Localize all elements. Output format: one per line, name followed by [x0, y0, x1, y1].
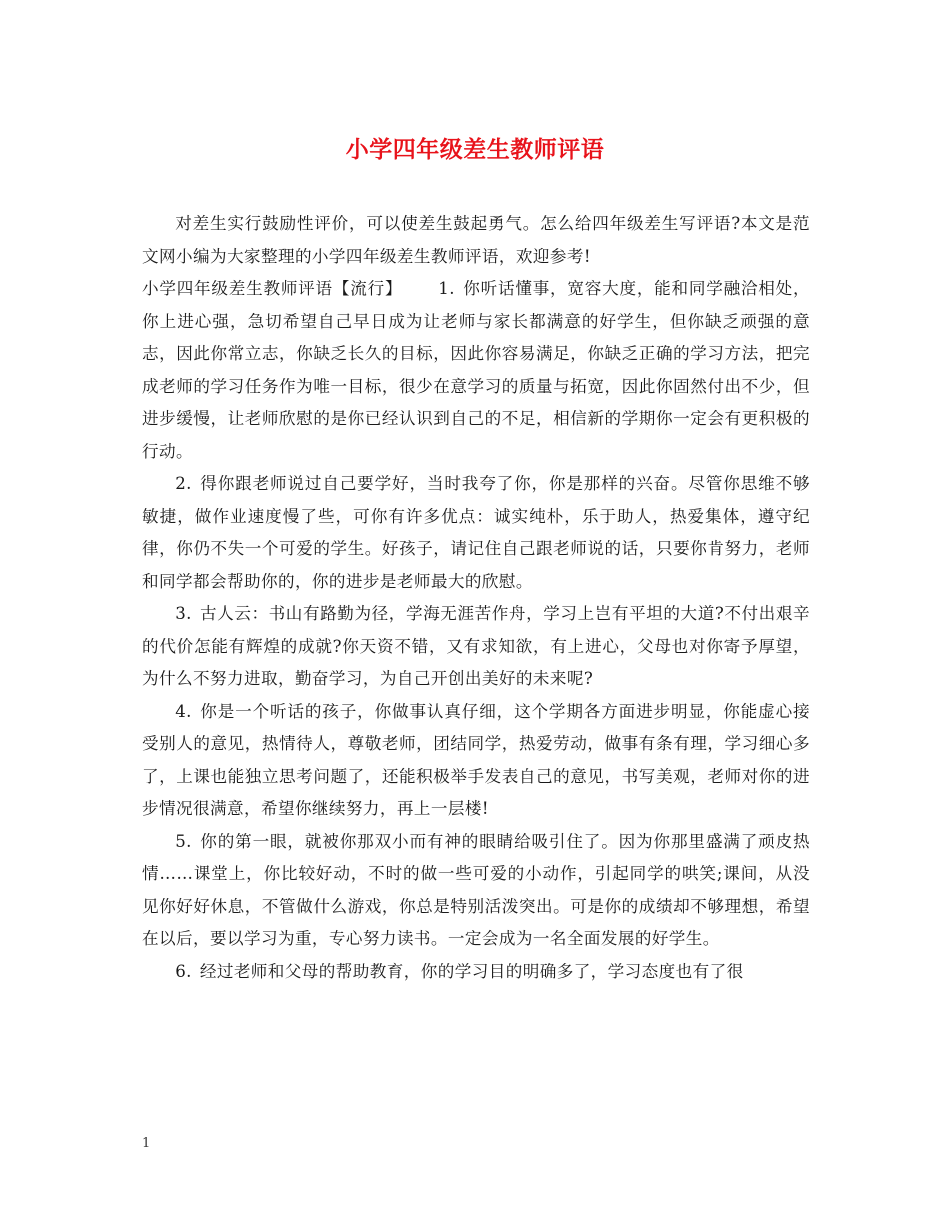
item-text: 你是一个听话的孩子，你做事认真仔细，这个学期各方面进步明显，你能虚心接受别人的意见，热情待人，尊敬老师，团结同学，热爱劳动，做事有条有理，学习细心多了，上课也能独立思考问题了，还能积极举手发表自己的意见，书写美观，老师对你的进步情况很满意，希望你继续努力，再上一层楼! [142, 701, 810, 818]
page-number: 1 [142, 1136, 151, 1151]
item-paragraph-5 [142, 826, 810, 956]
item-text: 古人云：书山有路勤为径，学海无涯苦作舟，学习上岂有平坦的大道?不付出艰辛的代价怎能有辉煌的成就?你天资不错，又有求知欲，有上进心，父母也对你寄予厚望，为什么不努力进取，勤奋学习，为自己开创出美好的未来呢? [142, 604, 810, 688]
item-text: 经过老师和父母的帮助教育，你的学习目的明确多了，学习态度也有了很 [199, 961, 744, 981]
item-paragraph-3 [142, 598, 810, 696]
item-number: 1. [438, 279, 455, 298]
item-text: 得你跟老师说过自己要学好，当时我夸了你，你是那样的兴奋。尽管你思维不够敏捷，做作业速度慢了些，可你有许多优点：诚实纯朴，乐于助人，热爱集体，遵守纪律，你仍不失一个可爱的学生。好孩子，请记住自己跟老师说的话，只要你肯努力，老师和同学都会帮助你的，你的进步是老师最大的欣慰。 [142, 474, 810, 591]
document-body [142, 208, 810, 988]
item-text: 你的第一眼，就被你那双小而有神的眼睛给吸引住了。因为你那里盛满了顽皮热情……课堂上，你比较好动，不时的做一些可爱的小动作，引起同学的哄笑;课间，从没见你好好休息，不管做什么游戏，你总是特别活泼突出。可是你的成绩却不够理想，希望在以后，要以学习为重，专心努力读书。一定会成为一名全面发展的好学生。 [142, 831, 810, 948]
item-paragraph-6 [142, 956, 810, 989]
item-number: 4. [175, 701, 192, 721]
item-paragraph-4 [142, 696, 810, 826]
item-number: 2. [175, 474, 192, 493]
page-title: 小学四年级差生教师评语 [345, 136, 605, 163]
item-paragraph-2 [142, 468, 810, 598]
item-number: 5. [175, 831, 192, 851]
intro-paragraph: 对差生实行鼓励性评价，可以使差生鼓起勇气。怎么给四年级差生写评语?本文是范文网小编为大家整理的小学四年级差生教师评语，欢迎参考! [142, 214, 810, 266]
item-number: 3. [175, 604, 192, 623]
item-number: 6. [175, 961, 192, 981]
item-text: 你听话懂事，宽容大度，能和同学融洽相处，你上进心强，急切希望自己早日成为让老师与家长都满意的好学生，但你缺乏顽强的意志，因此你常立志，你缺乏长久的目标，因此你容易满足，你缺乏正确的学习方法，把完成老师的学习任务作为唯一目标，很少在意学习的质量与拓宽，因此你固然付出不少，但进步缓慢，让老师欣慰的是你已经认识到自己的不足，相信新的学期你一定会有更积极的行动。 [142, 279, 810, 461]
section-heading: 小学四年级差生教师评语【流行】 [142, 279, 403, 298]
item-paragraph-1 [142, 273, 810, 468]
